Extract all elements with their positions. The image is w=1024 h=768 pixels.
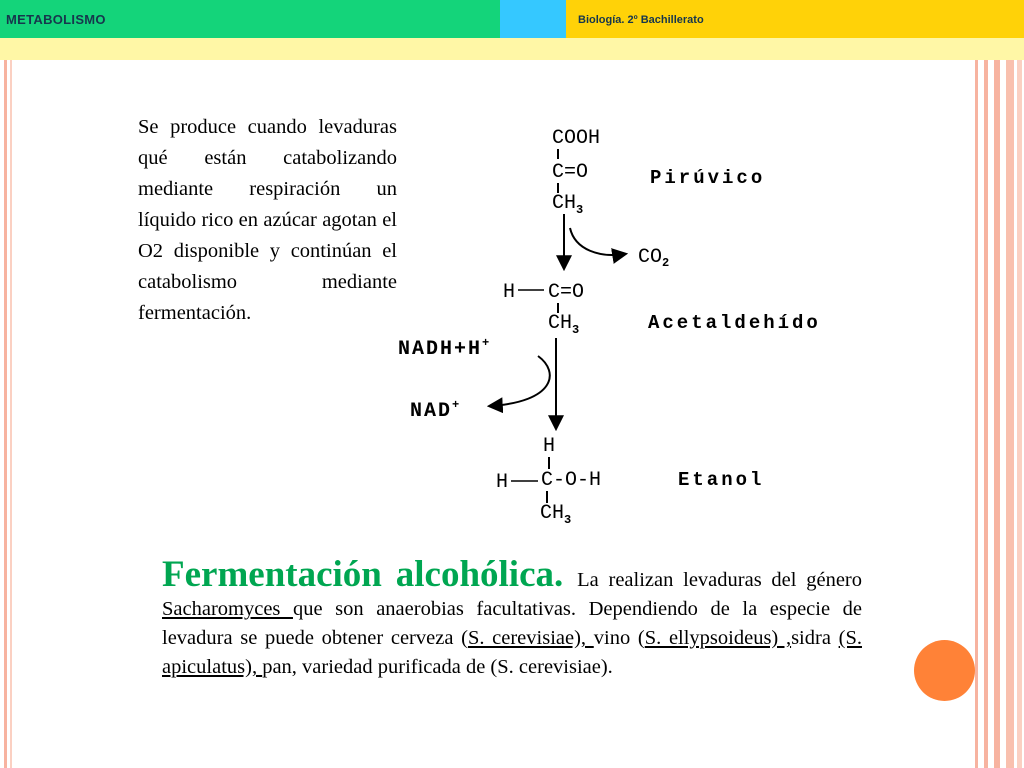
etanol-coh: C-O-H <box>541 469 602 492</box>
genus-name: Sacharomyces <box>162 598 293 620</box>
text-segment: que son anaerobias facultativas. Dependiendo de la especie de levadura se puede obtener cerveza ( <box>162 598 862 649</box>
etanol-top-h: H <box>543 435 556 458</box>
intro-paragraph: Se produce cuando levaduras qué están catabolizando mediante respiración un líquido rico en azúcar agotan el O2 disponible y continúan el catabolismo mediante fermentación. <box>138 116 397 324</box>
header-subtitle: Biología. 2º Bachillerato <box>578 14 704 26</box>
text-segment: pan, variedad purificada de (S. cerevisiae). <box>262 656 613 678</box>
section-heading: Fermentación alcohólica <box>162 554 555 595</box>
fermentation-description <box>162 554 862 682</box>
label-piruvico: Pirúvico <box>650 167 766 189</box>
label-etanol: Etanol <box>678 469 765 491</box>
acetaldehido-h: H <box>503 281 516 304</box>
species-apiculatus: (S. apiculatus), <box>162 627 862 678</box>
arrow-co2 <box>570 228 625 255</box>
label-acetaldehido: Acetaldehído <box>648 312 821 334</box>
text-segment: La realizan levaduras del género <box>577 569 862 591</box>
text-segment: sidra <box>791 627 839 649</box>
nadh-label: NADH+H+ <box>398 336 492 361</box>
header-title: METABOLISMO <box>6 12 106 27</box>
species-ellypsoideus: S. ellypsoideus) , <box>644 627 792 649</box>
text-segment: vino ( <box>593 627 645 649</box>
piruvico-co: C=O <box>552 161 589 184</box>
species-cerevisiae: S. cerevisiae), <box>467 627 594 649</box>
nad-label: NAD+ <box>410 398 462 423</box>
co2-label: $CO_2$ <box>638 246 670 270</box>
arrow-nad <box>490 356 550 406</box>
heading-dot: . <box>554 554 578 595</box>
acetaldehido-ch: $CH_3$ <box>548 312 580 337</box>
piruvico-ch: $CH_3$ <box>552 192 584 217</box>
etanol-left-h: H <box>496 471 509 494</box>
piruvico-cooh: COOH <box>552 127 601 150</box>
etanol-ch: $CH_3$ <box>540 502 572 527</box>
acetaldehido-co: C=O <box>548 281 585 304</box>
